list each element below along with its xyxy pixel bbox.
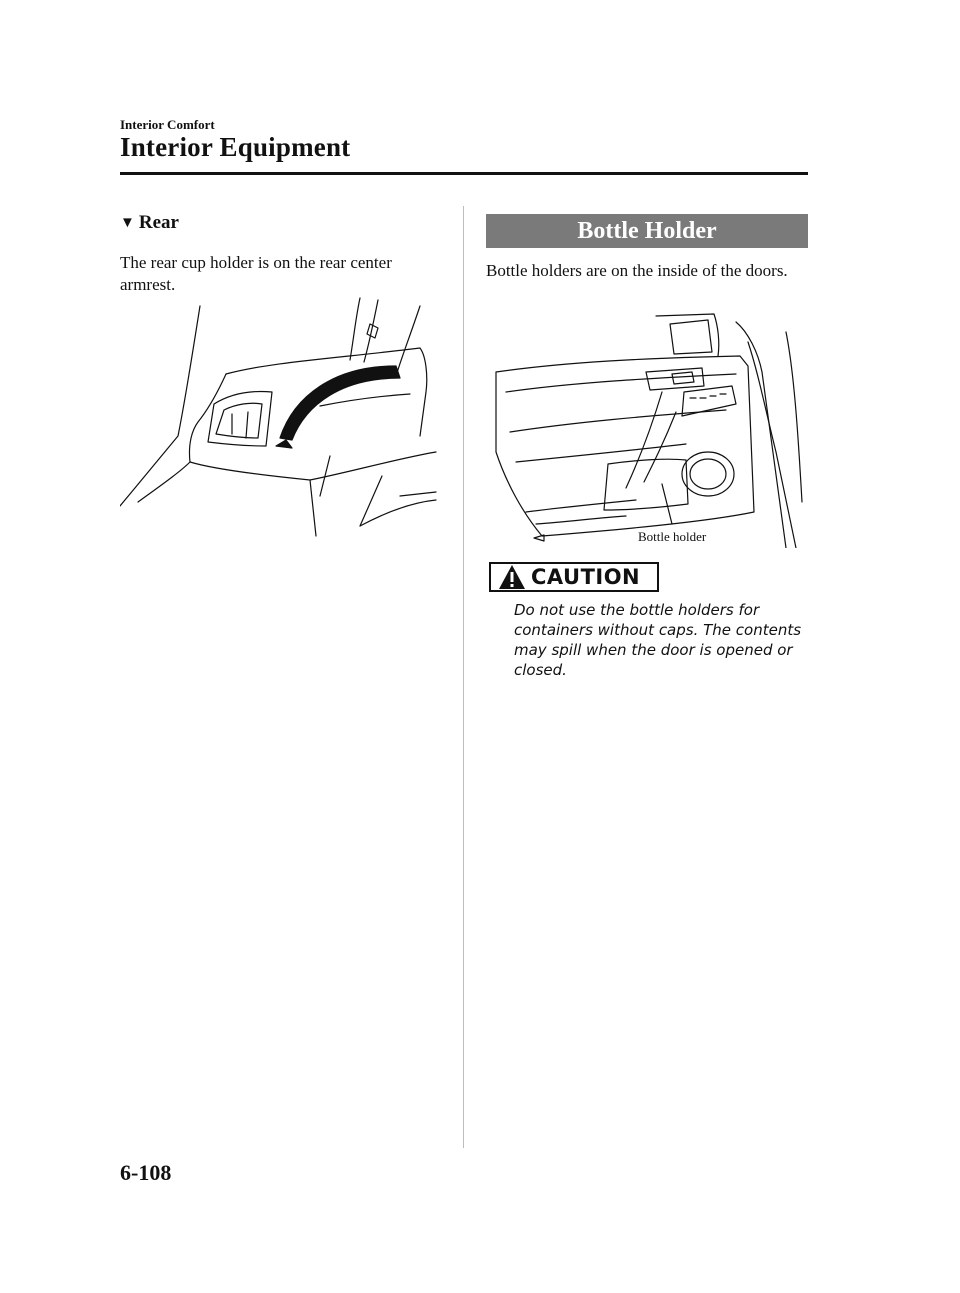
chapter-title: Interior Equipment	[120, 132, 351, 162]
bottle-holder-callout-label: Bottle holder	[638, 529, 707, 544]
warning-triangle-icon	[497, 563, 527, 591]
bottle-holder-body-text: Bottle holders are on the inside of the doors.	[486, 261, 788, 280]
rear-heading-text: Rear	[138, 212, 179, 233]
bottle-holder-banner: Bottle Holder	[486, 214, 808, 248]
title-rule	[120, 172, 808, 175]
column-divider	[463, 206, 464, 1148]
rear-armrest-illustration	[120, 296, 438, 538]
rear-heading	[120, 212, 179, 234]
page-number: 6-108	[120, 1160, 172, 1185]
rear-body-text: The rear cup holder is on the rear center armrest.	[120, 253, 392, 294]
down-triangle-icon: ▼	[120, 214, 135, 231]
caution-label: CAUTION	[531, 565, 641, 589]
section-label: Interior Comfort	[120, 117, 215, 132]
door-bottle-holder-illustration	[486, 312, 804, 548]
caution-text: Do not use the bottle holders for containers without caps. The contents may spill when the door is opened or closed.	[514, 601, 802, 679]
caution-badge	[489, 562, 659, 592]
